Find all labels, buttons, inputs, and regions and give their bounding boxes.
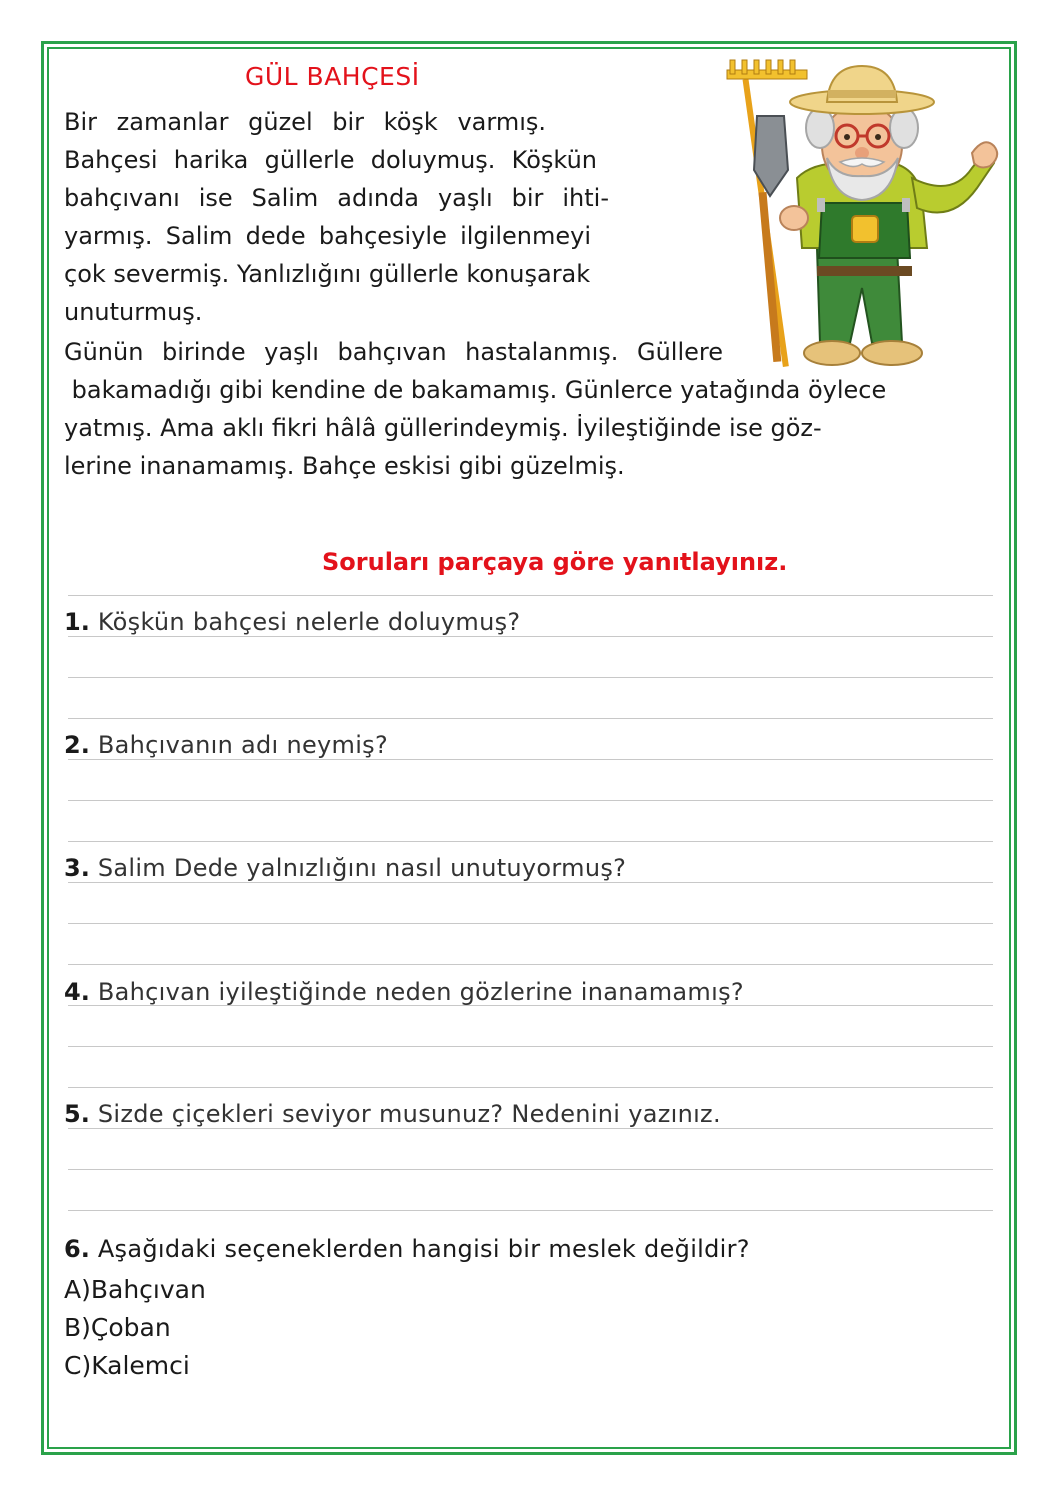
story-line: yatmış. Ama aklı fikri hâlâ güllerindeymiş. İyileştiğinde ise göz- (64, 414, 822, 442)
story-line: yarmış. Salim dede bahçesiyle ilgilenmeyi (64, 222, 591, 250)
instruction-heading: Soruları parçaya göre yanıtlayınız. (322, 548, 788, 576)
page-title: GÜL BAHÇESİ (245, 62, 420, 91)
question-number: 1. (64, 608, 90, 636)
gardener-illustration (722, 58, 1002, 370)
answer-line (68, 595, 993, 596)
story-line: Bir zamanlar güzel bir köşk varmış. (64, 108, 546, 136)
answer-line (68, 1046, 993, 1047)
question-5 (64, 1100, 721, 1128)
question-text: Bahçıvan iyileştiğinde neden gözlerine inanamamış? (97, 978, 744, 1006)
story-line: Günün birinde yaşlı bahçıvan hastalanmış. Güllere (64, 338, 723, 366)
story-line: bahçıvanı ise Salim adında yaşlı bir ihti- (64, 184, 609, 212)
story-line: çok severmiş. Yanlızlığını güllerle konuşarak (64, 260, 591, 288)
question-number: 4. (64, 978, 90, 1006)
answer-line (68, 677, 993, 678)
question-4 (64, 978, 744, 1006)
question-6 (64, 1235, 750, 1263)
answer-line (68, 1128, 993, 1129)
story-line: unuturmuş. (64, 298, 203, 326)
answer-line (68, 636, 993, 637)
question-2 (64, 731, 388, 759)
answer-line (68, 841, 993, 842)
answer-line (68, 1169, 993, 1170)
answer-line (68, 923, 993, 924)
question-text: Bahçıvanın adı neymiş? (97, 731, 389, 759)
question-number: 6. (64, 1235, 90, 1263)
answer-line (68, 1210, 993, 1211)
option-c: C)Kalemci (64, 1351, 190, 1380)
question-text: Sizde çiçekleri seviyor musunuz? Nedenini yazınız. (97, 1100, 721, 1128)
answer-line (68, 964, 993, 965)
story-line: bakamadığı gibi kendine de bakamamış. Günlerce yatağında öylece (64, 376, 887, 404)
answer-line (68, 882, 993, 883)
option-b: B)Çoban (64, 1313, 171, 1342)
option-a: A)Bahçıvan (64, 1275, 206, 1304)
story-paragraph-1 (64, 103, 609, 331)
question-3 (64, 854, 626, 882)
question-text: Salim Dede yalnızlığını nasıl unutuyormuş? (97, 854, 627, 882)
question-number: 5. (64, 1100, 90, 1128)
story-line: lerine inanamamış. Bahçe eskisi gibi güzelmiş. (64, 452, 625, 480)
question-number: 2. (64, 731, 90, 759)
story-line: Bahçesi harika güllerle doluymuş. Köşkün (64, 146, 597, 174)
question-number: 3. (64, 854, 90, 882)
answer-line (68, 759, 993, 760)
question-text: Köşkün bahçesi nelerle doluymuş? (97, 608, 521, 636)
question-text: Aşağıdaki seçeneklerden hangisi bir meslek değildir? (97, 1235, 750, 1263)
answer-line (68, 800, 993, 801)
question-1 (64, 608, 520, 636)
answer-line (68, 1087, 993, 1088)
answer-line (68, 718, 993, 719)
